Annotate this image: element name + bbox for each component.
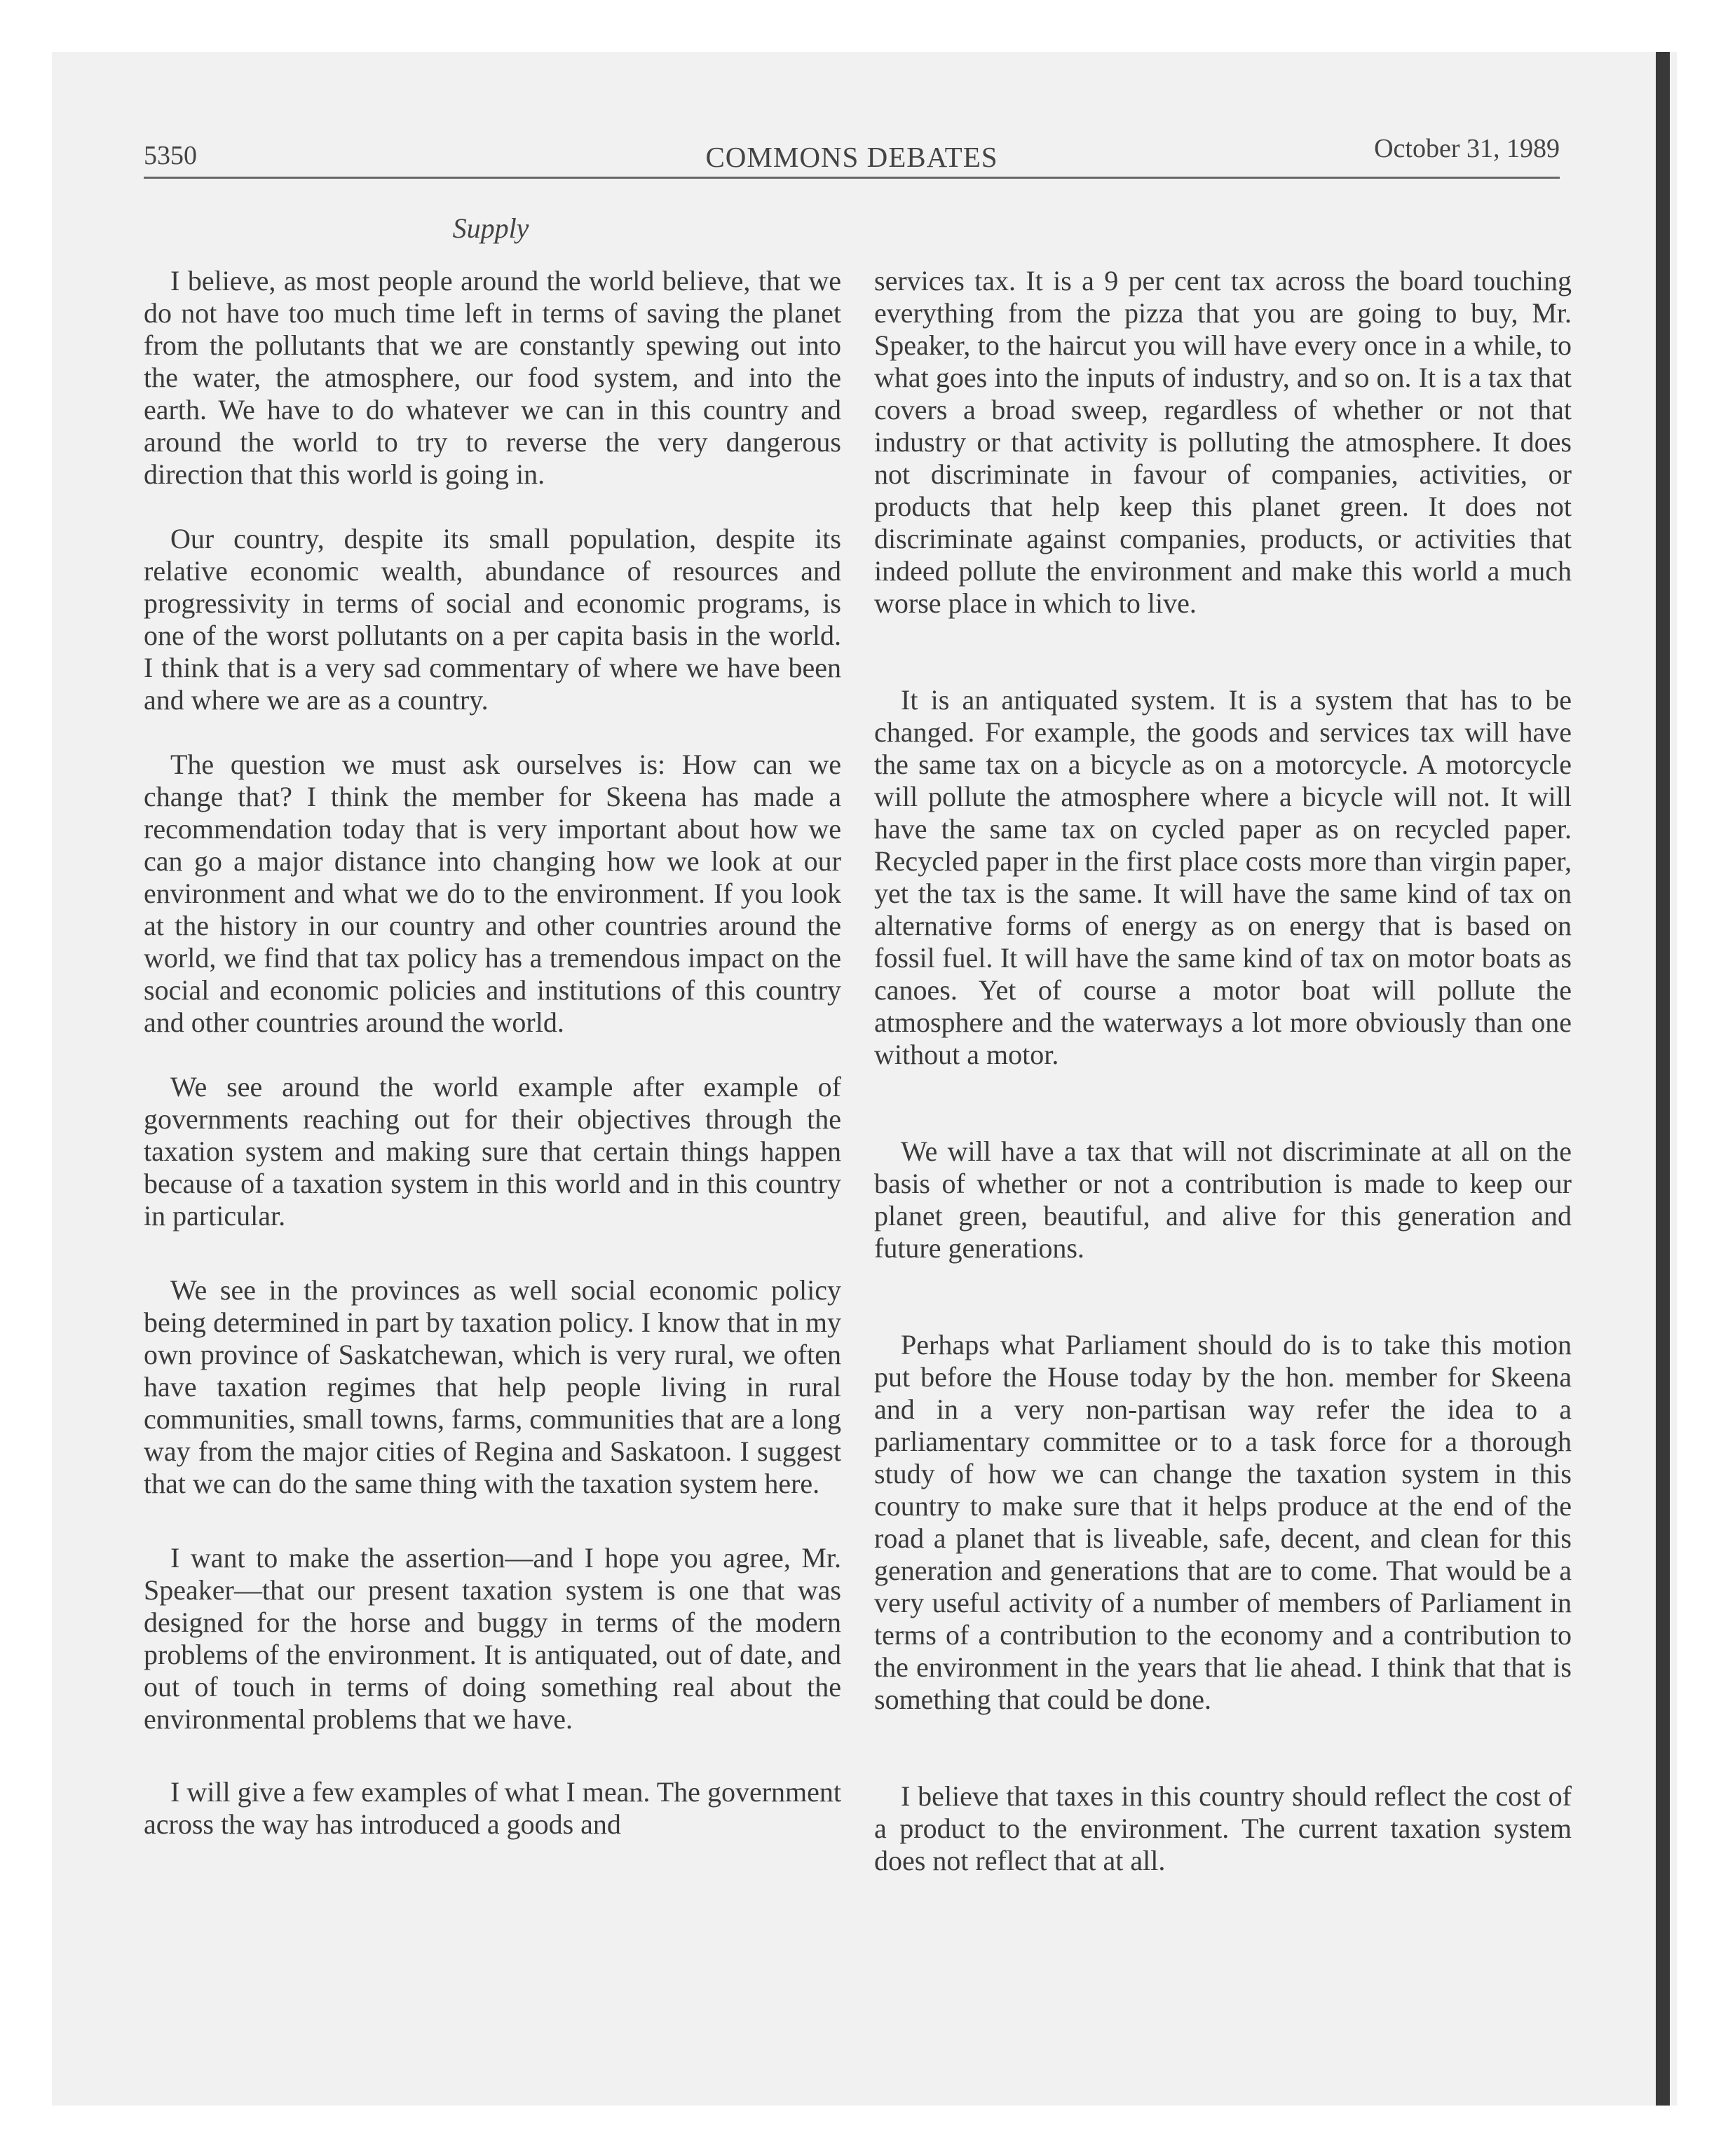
paragraph: I want to make the assertion—and I hope you agree, Mr. Speaker—that our present taxation system is one that was designed for the horse and buggy in terms of the modern problems of the environment. It is antiquated, out of date, and out of touch in terms of doing something real about the environmental problems that we have.: [144, 1542, 841, 1735]
header-rule: [144, 177, 1560, 179]
paragraph: We will have a tax that will not discriminate at all on the basis of whether or not a contribution is made to keep our planet green, beautiful, and alive for this generation and future generations.: [874, 1135, 1572, 1264]
paragraph: services tax. It is a 9 per cent tax across the board touching everything from the pizza that you are going to buy, Mr. Speaker, to the haircut you will have every once in a while, to what goes into the inputs of industry, and so on. It is a tax that covers a broad sweep, regardless of whether or not that industry or that activity is polluting the atmosphere. It does not discriminate in favour of companies, activities, or products that help keep this planet green. It does not discriminate against companies, products, or activities that indeed pollute the environment and make this world a much worse place in which to live.: [874, 265, 1572, 619]
page-number: 5350: [144, 141, 197, 170]
publication-title: COMMONS DEBATES: [705, 141, 998, 173]
right-column: [874, 265, 1572, 1877]
paragraph: Perhaps what Parliament should do is to take this motion put before the House today by the hon. member for Skeena and in a very non-partisan way refer the idea to a parliamentary committee or to a task force for a thorough study of how we can change the taxation system in this country to make sure that it helps produce at the end of the road a planet that is liveable, safe, decent, and clean for this generation and generations that are to come. That would be a very useful activity of a number of members of Parliament in terms of a contribution to the economy and a contribution to the environment in the years that lie ahead. I think that that is something that could be done.: [874, 1329, 1572, 1715]
scan-edge-bar: [1656, 52, 1670, 2106]
paragraph: We see in the provinces as well social economic policy being determined in part by taxation policy. I know that in my own province of Saskatchewan, which is very rural, we often have taxation regimes that help people living in rural communities, small towns, farms, communities that are a long way from the major cities of Regina and Saskatoon. I suggest that we can do the same thing with the taxation system here.: [144, 1274, 841, 1499]
page-header: [144, 133, 1560, 175]
debate-date: October 31, 1989: [1374, 134, 1560, 163]
paragraph: It is an antiquated system. It is a system that has to be changed. For example, the goods and services tax will have the same tax on a bicycle as on a motorcycle. A motorcycle will pollute the atmosphere where a bicycle will not. It will have the same tax on cycled paper as on recycled paper. Recycled paper in the first place costs more than virgin paper, yet the tax is the same. It will have the same kind of tax on alternative forms of energy as on energy that is based on fossil fuel. It will have the same kind of tax on motor boats as canoes. Yet of course a motor boat will pollute the atmosphere and the waterways a lot more obviously than one without a motor.: [874, 684, 1572, 1070]
paragraph: We see around the world example after example of governments reaching out for their objectives through the taxation system and making sure that certain things happen because of a taxation system in this world and in this country in particular.: [144, 1071, 841, 1231]
paragraph: Our country, despite its small population, despite its relative economic wealth, abundance of resources and progressivity in terms of social and economic programs, is one of the worst pollutants on a per capita basis in the world. I think that is a very sad commentary of where we have been and where we are as a country.: [144, 523, 841, 716]
paragraph: I believe that taxes in this country should reflect the cost of a product to the environment. The current taxation system does not reflect that at all.: [874, 1780, 1572, 1876]
paragraph: I believe, as most people around the world believe, that we do not have too much time left in terms of saving the planet from the pollutants that we are constantly spewing out into the water, the atmosphere, our food system, and into the earth. We have to do whatever we can in this country and around the world to try to reverse the very dangerous direction that this world is going in.: [144, 265, 841, 490]
paragraph: The question we must ask ourselves is: How can we change that? I think the member for Skeena has made a recommendation today that is very important about how we can go a major distance into changing how we look at our environment and what we do to the environment. If you look at the history in our country and other countries around the world, we find that tax policy has a tremendous impact on the social and economic policies and institutions of this country and other countries around the world.: [144, 749, 841, 1038]
paragraph: I will give a few examples of what I mean. The government across the way has introduced a goods and: [144, 1776, 841, 1840]
left-column: [144, 265, 841, 1841]
section-title: Supply: [452, 212, 529, 244]
